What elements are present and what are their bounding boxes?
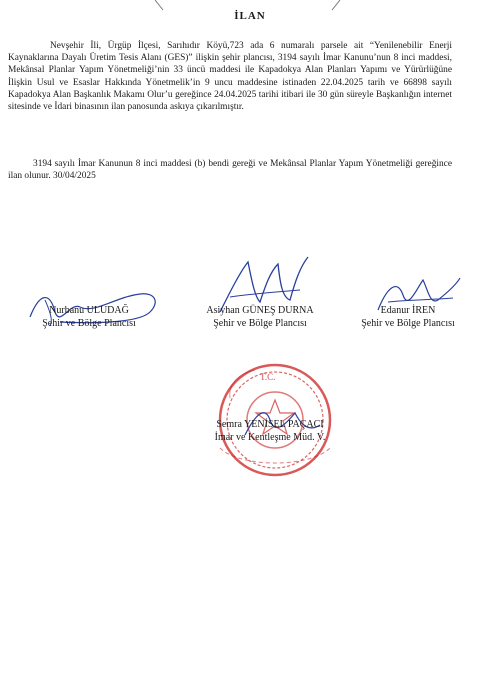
- announcement-paragraph-1: [8, 40, 452, 113]
- paragraph-text: 3194 sayılı İmar Kanunun 8 inci maddesi (b) bendi gereği ve Mekânsal Planlar Yapım Yönetmeliği gereğince ilan olunur. 30/04/2025: [8, 159, 452, 182]
- signatory-role: Şehir ve Bölge Plancısı: [42, 318, 136, 329]
- signatory-name: Semra YENİSEL PAÇACI: [216, 419, 324, 430]
- signatory-role: Şehir ve Bölge Plancısı: [361, 318, 455, 329]
- signatory-name: Edanur İREN: [380, 305, 436, 316]
- signatory-role: Şehir ve Bölge Plancısı: [213, 318, 307, 329]
- signatory-2: [180, 304, 340, 330]
- signatory-name: Asiyhan GÜNEŞ DURNA: [206, 305, 314, 316]
- announcement-paragraph-2: [8, 158, 452, 182]
- svg-text:T.C.: T.C.: [260, 372, 276, 382]
- document-title: İLAN: [234, 10, 266, 22]
- signatory-4: [165, 418, 375, 444]
- signatory-name: Nurbanu ULUDAĞ: [49, 305, 129, 316]
- signatory-3: [343, 304, 473, 330]
- signatory-1: [14, 304, 164, 330]
- signatory-role: İmar ve Kentleşme Müd. V.: [214, 432, 326, 443]
- paragraph-text: Nevşehir İli, Ürgüp İlçesi, Sarıhıdır Köyü,723 ada 6 numaralı parsele ait “Yenilenebilir Enerji Kaynaklarına Dayalı Üretim Tesis Alanı (GES)” ilişkin şehir plancısı, 3194 sayılı İmar Kanunu’nun 8 inci maddesi, Mekânsal Planlar Yapım Yönetmeliği’nin 33 üncü maddesi ile Kapadokya Alan Planları Yapımı ve Yürürlüğüne İlişkin Usul ve Esaslar Hakkında Yönetmelik’in 9 uncu maddesine istinaden 22.04.2025 tarih ve 66898 sayılı Kapadokya Alan Başkanlık Makamı Olur’u gereğince 24.04.2025 tarihi itibari ile 30 gün süreyle Başkanlığın internet sitesinde ve İdari binasının ilan panosunda askıya çıkarılmıştır.: [8, 41, 452, 113]
